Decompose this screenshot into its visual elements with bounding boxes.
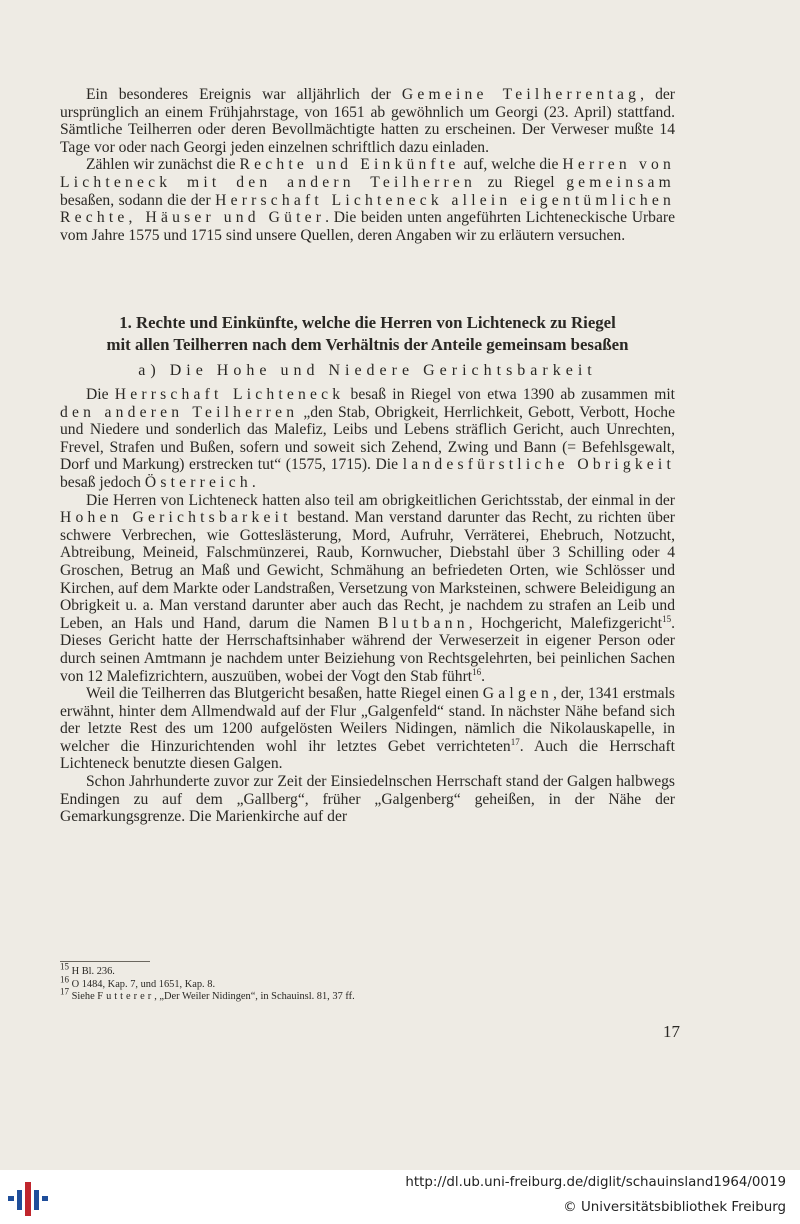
paragraph-hohe-gerichtsbarkeit: Die Herren von Lichteneck hatten also teil am obrigkeitlichen Gerichtsstab, der einmal in der Hohen Gerichtsbarkeit bestand. Man verstand darunter das Recht, zu richten über schwere Verbrechen, wie Gotteslästerung, Mord, Aufruhr, Verräterei, Ehebruch, Notzucht, Abtreibung, Meineid, Falschmünzerei, Raub, Kornwucher, Diebstahl über 3 Schilling oder 4 Groschen, Betrug an Maß und Gewicht, Schmähung an befriedeten Orten, wie Schlösser und Kirchen, auf dem Markte oder Landstraßen, Versetzung von Marksteinen, schwere Beleidigung an Obrigkeit u. a. Man verstand darunter aber auch das Recht, je nachdem zu strafen an Leib und Leben, an Hals und Hand, darum die Namen Blutbann, Hochgericht, Malefizgericht$^{15}$. Dieses Gericht hatte der Herrschaftsinhaber während der Verweserzeit in eigener Person oder durch seinen Amtmann je nachdem unter Beiziehung von Rechtsgelehrten, bei peinlichen Sachen von 12 Malefizrichtern, auszuüben, wobei der Vogt den Stab führt$^{16}$.: [60, 491, 675, 685]
intro-text: [60, 86, 675, 244]
main-text: [60, 386, 675, 826]
viewer-footer: [0, 1170, 800, 1224]
page-number: 17: [663, 1022, 680, 1041]
paragraph-teilherrentag: Ein besonderes Ereignis war alljährlich der Gemeine Teilherrentag, der ursprünglich an einem Frühjahrstage, von 1651 ab gewöhnlich um Georgi (23. April) stattfand. Sämtliche Teilherren oder deren Bevollmächtigte hatten zu erscheinen. Der Verweser mußte 14 Tage vor oder nach Georgi jeden einzelnen schriftlich dazu einladen.: [60, 86, 675, 156]
copyright-notice: © Universitätsbibliothek Freiburg: [563, 1200, 786, 1215]
footnote-17: $^{17}$ Siehe Futterer, „Der Weiler Nidingen“, in Schauinsl. 81, 37 ff.: [60, 986, 355, 1002]
permalink-url[interactable]: http://dl.ub.uni-freiburg.de/diglit/schauinsland1964/0019: [405, 1175, 786, 1190]
footnote-ref-17: 17: [510, 736, 520, 747]
footnotes: [60, 961, 620, 1004]
footnote-15: $^{15}$ H Bl. 236.: [60, 961, 115, 977]
subheading-gerichtsbarkeit: a) Die Hohe und Niedere Gerichtsbarkeit: [138, 362, 597, 379]
subsection-heading: [60, 362, 675, 380]
heading-line-1: 1. Rechte und Einkünfte, welche die Herren von Lichteneck zu Riegel: [119, 313, 616, 332]
section-heading: [60, 312, 675, 356]
paragraph-rechte-einkuenfte: Zählen wir zunächst die Rechte und Einkünfte auf, welche die Herren von Lichteneck mit den andern Teilherren zu Riegel gemeinsam besaßen, sodann die der Herrschaft Lichteneck allein eigentümlichen Rechte, Häuser und Güter. Die beiden unten angeführten Lichteneckische Urbare vom Jahre 1575 und 1715 sind unsere Quellen, deren Angaben wir zu erläutern versuchen.: [60, 156, 676, 244]
university-logo-icon: [6, 1176, 50, 1220]
footnote-ref-15: 15: [662, 613, 672, 624]
paragraph-herrschaft-lichteneck: Die Herrschaft Lichteneck besaß in Riegel von etwa 1390 ab zusammen mit den anderen Teilherren „den Stab, Obrigkeit, Herrlichkeit, Gebott, Verbott, Hoche und Niedere und sonderlich das Malefiz, Leibs und Lebens sträflich Gericht, auch Unrechten, Frevel, Strafen und Bußen, sofern und soweit sich Zehend, Zwing und Bann (= Befehlsgewalt, Dorf und Markung) erstrecken tut“ (1575, 1715). Die landesfürstliche Obrigkeit besaß jedoch Österreich.: [60, 386, 675, 491]
footnote-16: $^{16}$ O 1484, Kap. 7, und 1651, Kap. 8.: [60, 974, 216, 990]
paragraph-gallberg: Schon Jahrhunderte zuvor zur Zeit der Einsiedelnschen Herrschaft stand der Galgen halbwegs Endingen zu auf dem „Gallberg“, früher „Galgenberg“ geheißen, in der Nähe der Gemarkungsgrenze. Die Marienkirche auf der: [60, 773, 675, 826]
footnote-rule: [60, 961, 150, 962]
footnote-ref-16: 16: [472, 666, 482, 677]
heading-line-2: mit allen Teilherren nach dem Verhältnis der Anteile gemeinsam besaßen: [106, 335, 629, 354]
paragraph-galgen: Weil die Teilherren das Blutgericht besaßen, hatte Riegel einen Galgen, der, 1341 erstmals erwähnt, hinter dem Allmendwald auf der Flur „Galgenfeld“ stand. In nächster Nähe befand sich der letzte Rest des um 1200 aufgelösten Weilers Nidingen, nämlich die Nikolauskapelle, in welcher die Hinzurichtenden wohl ihr letztes Gebet verrichteten$^{17}$. Auch die Herrschaft Lichteneck benutzte diesen Galgen.: [60, 685, 675, 773]
